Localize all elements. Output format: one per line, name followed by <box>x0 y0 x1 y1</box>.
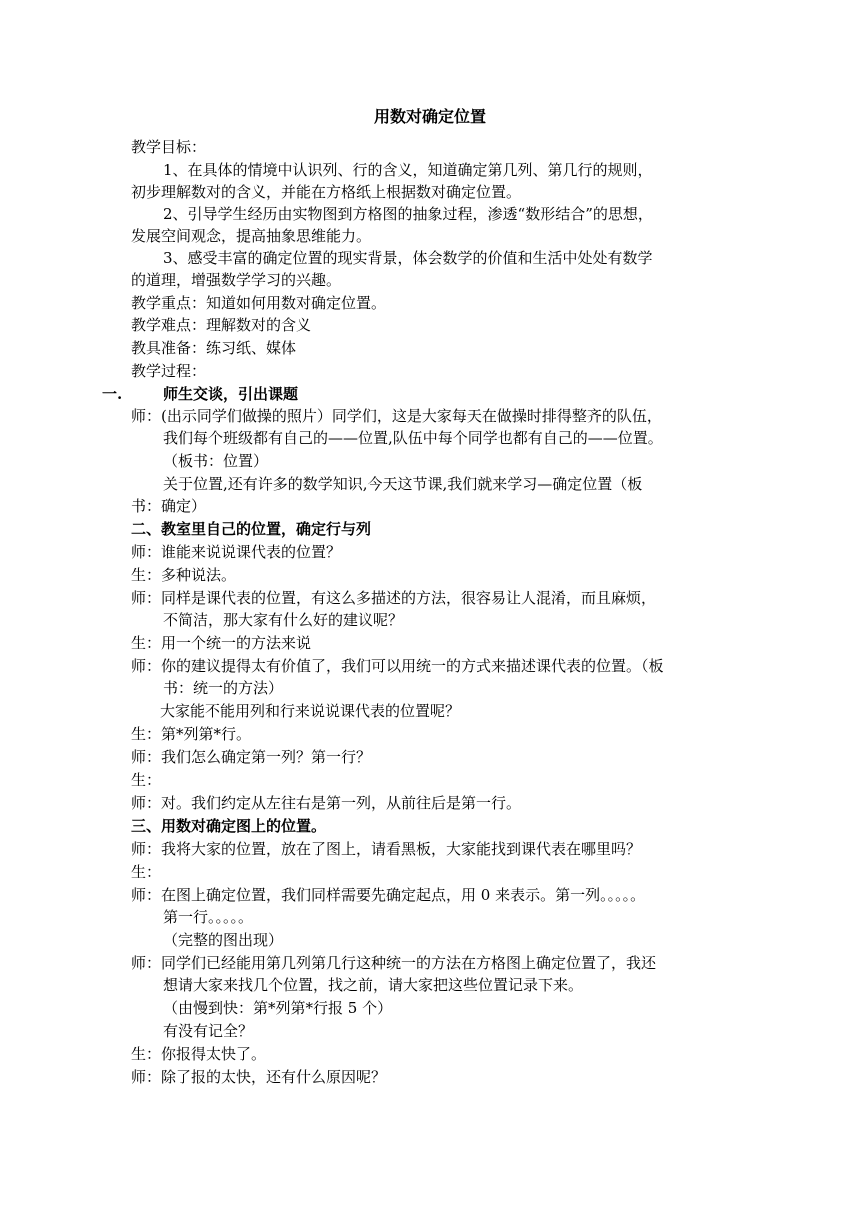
text-line: 生： <box>131 863 162 881</box>
text-line: 师：谁能来说说课代表的位置？ <box>131 543 342 561</box>
text-line: 的道理，增强数学学习的兴趣。 <box>131 271 342 289</box>
text-line: 发展空间观念，提高抽象思维能力。 <box>131 227 372 245</box>
text-line: 2、引导学生经历由实物图到方格图的抽象过程，渗透“数形结合”的思想， <box>163 205 653 223</box>
text-line: 教具准备：练习纸、媒体 <box>131 339 297 357</box>
text-line: 师：在图上确定位置，我们同样需要先确定起点，用 0 来表示。第一列。。。。。 <box>131 886 646 904</box>
text-line: 师：我将大家的位置，放在了图上，请看黑板，大家能找到课代表在哪里吗？ <box>131 840 642 858</box>
text-line: 第一行。。。。。 <box>163 908 254 926</box>
text-line: 师：除了报的太快，还有什么原因呢？ <box>131 1068 387 1086</box>
text-line: （板书：位置） <box>163 452 269 470</box>
text-line: 1、在具体的情境中认识列、行的含义，知道确定第几列、第几行的规则， <box>163 161 653 179</box>
text-line: 生：第*列第*行。 <box>131 725 252 743</box>
text-line: 我们每个班级都有自己的——位置,队伍中每个同学也都有自己的——位置。 <box>163 429 663 447</box>
section-heading: 一. <box>102 385 123 403</box>
text-line: 生：用一个统一的方法来说 <box>131 634 312 652</box>
text-line: 教学重点：知道如何用数对确定位置。 <box>131 294 387 312</box>
text-line: 初步理解数对的含义，并能在方格纸上根据数对确定位置。 <box>131 183 522 201</box>
text-line: 师：你的建议提得太有价值了，我们可以用统一的方式来描述课代表的位置。（板 <box>131 657 664 675</box>
text-line: 教学目标： <box>131 138 207 156</box>
text-line: 有没有记全？ <box>163 1022 254 1040</box>
text-line: 教学过程： <box>131 362 207 380</box>
text-line: 书：统一的方法） <box>163 679 284 697</box>
text-line: （由慢到快：第*列第*行报 5 个） <box>163 999 393 1017</box>
text-line: 3、感受丰富的确定位置的现实背景，体会数学的价值和生活中处处有数学 <box>163 249 653 267</box>
section-heading: 二、教室里自己的位置，确定行与列 <box>131 520 372 538</box>
text-line: 师：我们怎么确定第一列？第一行？ <box>131 748 372 766</box>
text-line: 不简洁，那大家有什么好的建议呢？ <box>163 611 404 629</box>
text-line: 书：确定） <box>131 497 207 515</box>
section-heading: 师生交谈，引出课题 <box>163 385 299 403</box>
section-heading: 三、用数对确定图上的位置。 <box>131 817 327 835</box>
text-line: 关于位置,还有许多的数学知识,今天这节课,我们就来学习—确定位置（板 <box>163 475 643 493</box>
text-line: 师：同样是课代表的位置，有这么多描述的方法，很容易让人混淆，而且麻烦， <box>131 589 657 607</box>
text-line: （完整的图出现） <box>163 931 284 949</box>
text-line: 教学难点：理解数对的含义 <box>131 316 312 334</box>
text-line: 生：多种说法。 <box>131 566 237 584</box>
text-line: 生： <box>131 771 162 789</box>
page-title: 用数对确定位置 <box>373 107 486 126</box>
text-line: 师：同学们已经能用第几列第几行这种统一的方法在方格图上确定位置了，我还 <box>131 954 657 972</box>
text-line: 想请大家来找几个位置，找之前，请大家把这些位置记录下来。 <box>163 976 584 994</box>
text-line: 师：(出示同学们做操的照片）同学们，这是大家每天在做操时排得整齐的队伍， <box>131 407 662 425</box>
text-line: 师：对。我们约定从左往右是第一列，从前往后是第一行。 <box>131 794 522 812</box>
text-line: 生：你报得太快了。 <box>131 1045 267 1063</box>
text-line: 大家能不能用列和行来说说课代表的位置呢？ <box>160 702 461 720</box>
